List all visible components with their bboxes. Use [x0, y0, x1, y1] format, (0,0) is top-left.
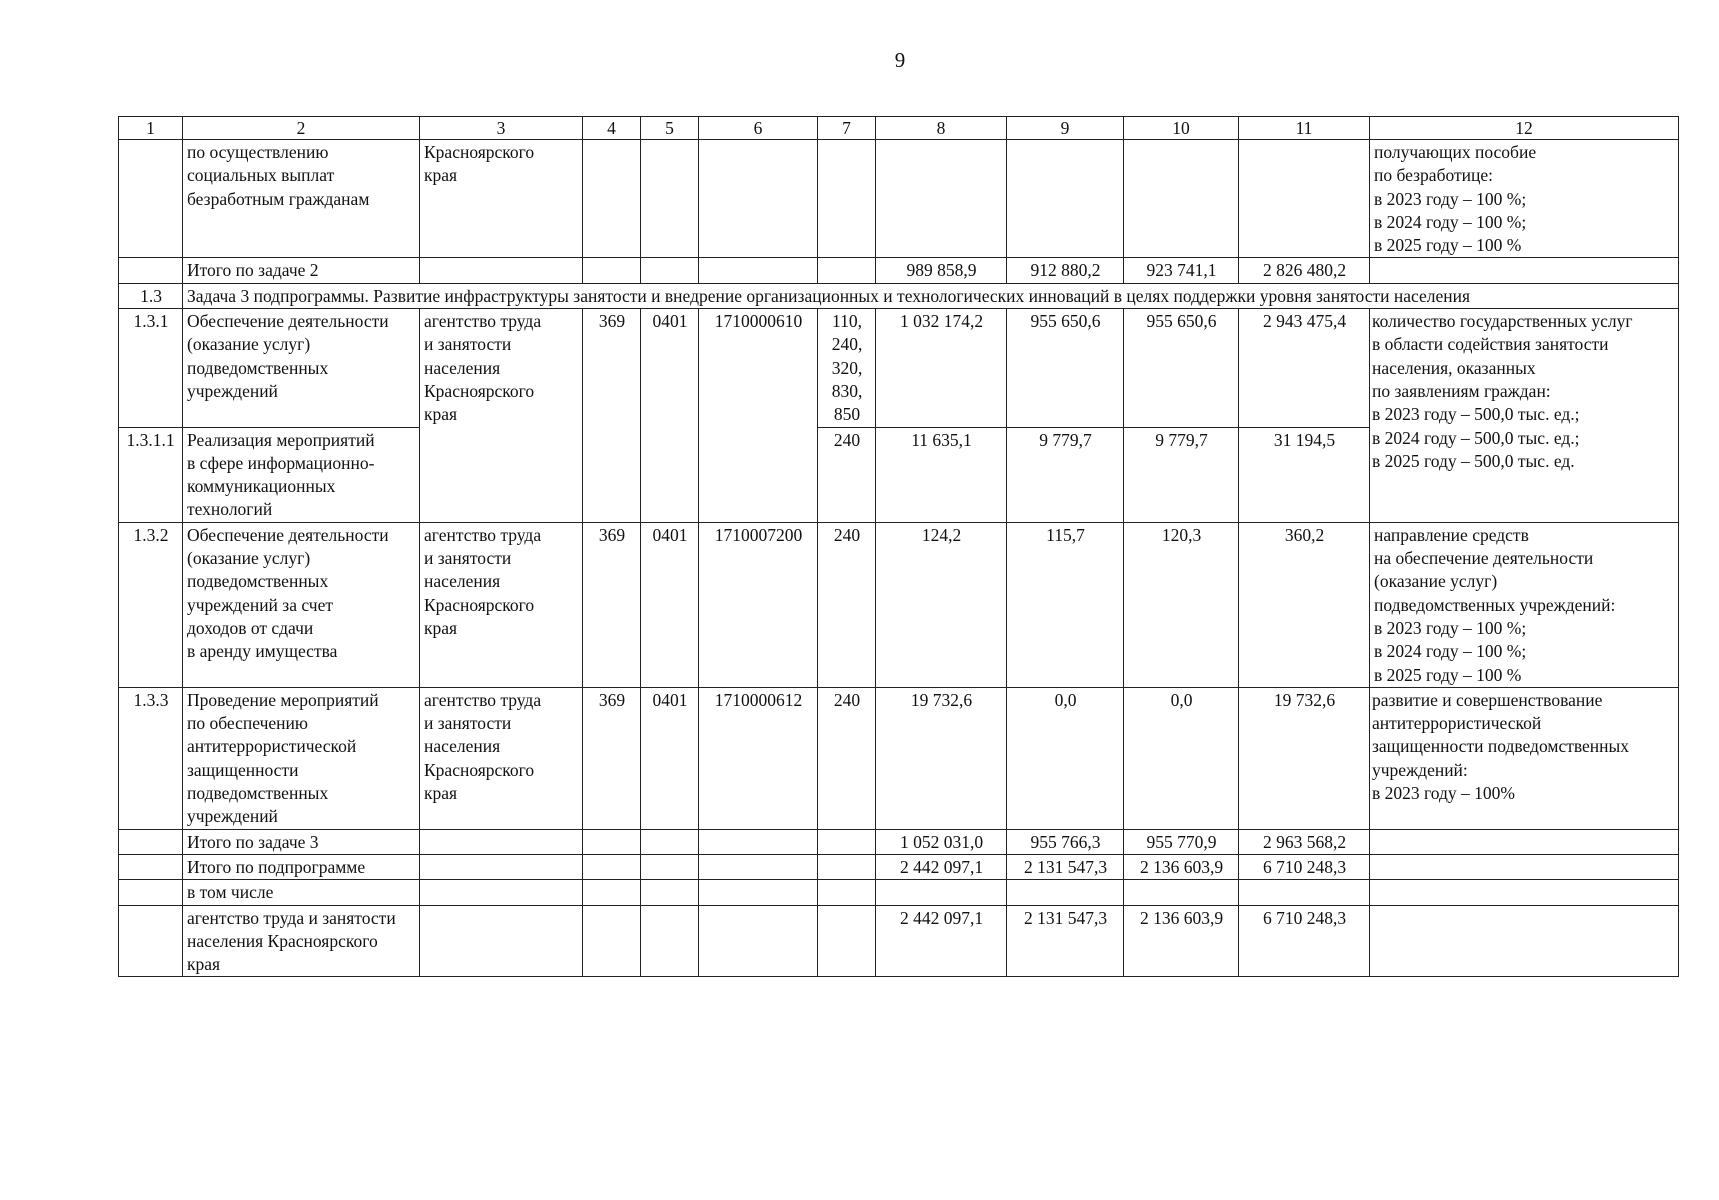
- amount-total: 2 963 568,2: [1239, 829, 1370, 854]
- header-row: [119, 117, 1679, 140]
- agency: Красноярского края: [420, 140, 583, 258]
- amount-2024: 955 650,6: [1007, 309, 1124, 427]
- amount-total: 6 710 248,3: [1239, 905, 1370, 977]
- header-cell: 1: [119, 117, 183, 140]
- header-cell: 8: [876, 117, 1007, 140]
- total-label: Итого по задаче 3: [183, 829, 420, 854]
- amount-total: 19 732,6: [1239, 687, 1370, 829]
- row-number: 1.3.3: [119, 687, 183, 829]
- amount-2023: 11 635,1: [876, 427, 1007, 522]
- amount-2025: 923 741,1: [1124, 258, 1239, 283]
- task-heading: Задача 3 подпрограммы. Развитие инфраструктуры занятости и внедрение организационных и технологических инноваций в целях поддержки уровня занятости населения: [183, 283, 1679, 308]
- header-cell: 5: [641, 117, 699, 140]
- agency-total-label: агентство труда и занятости населения Красноярского края: [183, 905, 420, 977]
- agency: агентство труда и занятости населения Красноярского края: [420, 687, 583, 829]
- header-cell: 3: [420, 117, 583, 140]
- amount-2023: 1 032 174,2: [876, 309, 1007, 427]
- total-label: Итого по подпрограмме: [183, 854, 420, 879]
- header-cell: 12: [1370, 117, 1679, 140]
- table-row-1-3-3: [119, 687, 1679, 829]
- grbs-code: 369: [583, 522, 641, 687]
- amount-total: 6 710 248,3: [1239, 854, 1370, 879]
- including-label: в том числе: [183, 880, 420, 905]
- amount-2024: 115,7: [1007, 522, 1124, 687]
- measure-name: Проведение мероприятий по обеспечению антитеррористической защищенности подведомственных учреждений: [183, 687, 420, 829]
- rzpr-code: 0401: [641, 309, 699, 523]
- amount-2024: 9 779,7: [1007, 427, 1124, 522]
- row-number: 1.3.1: [119, 309, 183, 427]
- header-cell: 2: [183, 117, 420, 140]
- amount-2023: 2 442 097,1: [876, 905, 1007, 977]
- amount-2025: 2 136 603,9: [1124, 905, 1239, 977]
- table-row-agency-total: [119, 905, 1679, 977]
- expected-result: развитие и совершенствование антитеррористической защищенности подведомственных учреждений: в 2023 году – 100%: [1370, 687, 1679, 829]
- amount-total: 360,2: [1239, 522, 1370, 687]
- amount-2024: 955 766,3: [1007, 829, 1124, 854]
- amount-2025: 0,0: [1124, 687, 1239, 829]
- expected-result: получающих пособие по безработице: в 2023 году – 100 %; в 2024 году – 100 %; в 2025 году – 100 %: [1370, 140, 1679, 258]
- table-row-total-task3: [119, 829, 1679, 854]
- expected-result: количество государственных услуг в области содействия занятости населения, оказанных по заявлениям граждан: в 2023 году – 500,0 тыс. ед.; в 2024 году – 500,0 тыс. ед.; в 2025 году – 500,0 тыс. ед.: [1370, 309, 1679, 523]
- table-row-total-subprogram: [119, 854, 1679, 879]
- vr-code: 240: [818, 427, 876, 522]
- row-number: 1.3.1.1: [119, 427, 183, 522]
- grbs-code: 369: [583, 687, 641, 829]
- program-table: [118, 116, 1679, 977]
- rzpr-code: 0401: [641, 687, 699, 829]
- amount-2025: 120,3: [1124, 522, 1239, 687]
- csr-code: 1710000612: [699, 687, 818, 829]
- amount-2023: 1 052 031,0: [876, 829, 1007, 854]
- csr-code: 1710007200: [699, 522, 818, 687]
- amount-2024: 912 880,2: [1007, 258, 1124, 283]
- total-label: Итого по задаче 2: [183, 258, 420, 283]
- table-row-including: [119, 880, 1679, 905]
- measure-name: по осуществлению социальных выплат безработным гражданам: [183, 140, 420, 258]
- csr-code: 1710000610: [699, 309, 818, 523]
- amount-2024: 2 131 547,3: [1007, 854, 1124, 879]
- agency: агентство труда и занятости населения Красноярского края: [420, 309, 583, 523]
- header-cell: 9: [1007, 117, 1124, 140]
- amount-2023: 2 442 097,1: [876, 854, 1007, 879]
- amount-2023: 989 858,9: [876, 258, 1007, 283]
- amount-total: 31 194,5: [1239, 427, 1370, 522]
- amount-2025: 9 779,7: [1124, 427, 1239, 522]
- page-number: 9: [894, 48, 906, 72]
- vr-code: 240: [818, 687, 876, 829]
- header-cell: 11: [1239, 117, 1370, 140]
- vr-code: 110, 240, 320, 830, 850: [818, 309, 876, 427]
- header-cell: 6: [699, 117, 818, 140]
- table-row-1-3-2: [119, 522, 1679, 687]
- amount-total: 2 826 480,2: [1239, 258, 1370, 283]
- table-row-continuation: [119, 140, 1679, 258]
- header-cell: 10: [1124, 117, 1239, 140]
- amount-2025: 955 650,6: [1124, 309, 1239, 427]
- row-number: 1.3.2: [119, 522, 183, 687]
- measure-name: Обеспечение деятельности (оказание услуг) подведомственных учреждений за счет доходов от сдачи в аренду имущества: [183, 522, 420, 687]
- amount-2023: 124,2: [876, 522, 1007, 687]
- amount-2024: 0,0: [1007, 687, 1124, 829]
- agency: агентство труда и занятости населения Красноярского края: [420, 522, 583, 687]
- amount-2023: 19 732,6: [876, 687, 1007, 829]
- rzpr-code: 0401: [641, 522, 699, 687]
- amount-2025: 2 136 603,9: [1124, 854, 1239, 879]
- table-row-total-task2: [119, 258, 1679, 283]
- grbs-code: 369: [583, 309, 641, 523]
- header-cell: 4: [583, 117, 641, 140]
- measure-name: Обеспечение деятельности (оказание услуг) подведомственных учреждений: [183, 309, 420, 427]
- expected-result: направление средств на обеспечение деятельности (оказание услуг) подведомственных учреждений: в 2023 году – 100 %; в 2024 году – 100 %; в 2025 году – 100 %: [1370, 522, 1679, 687]
- amount-total: 2 943 475,4: [1239, 309, 1370, 427]
- vr-code: 240: [818, 522, 876, 687]
- amount-2025: 955 770,9: [1124, 829, 1239, 854]
- table-row-task3: [119, 283, 1679, 308]
- table-row-1-3-1: [119, 309, 1679, 427]
- row-number: 1.3: [119, 283, 183, 308]
- measure-name: Реализация мероприятий в сфере информационно- коммуникационных технологий: [183, 427, 420, 522]
- amount-2024: 2 131 547,3: [1007, 905, 1124, 977]
- header-cell: 7: [818, 117, 876, 140]
